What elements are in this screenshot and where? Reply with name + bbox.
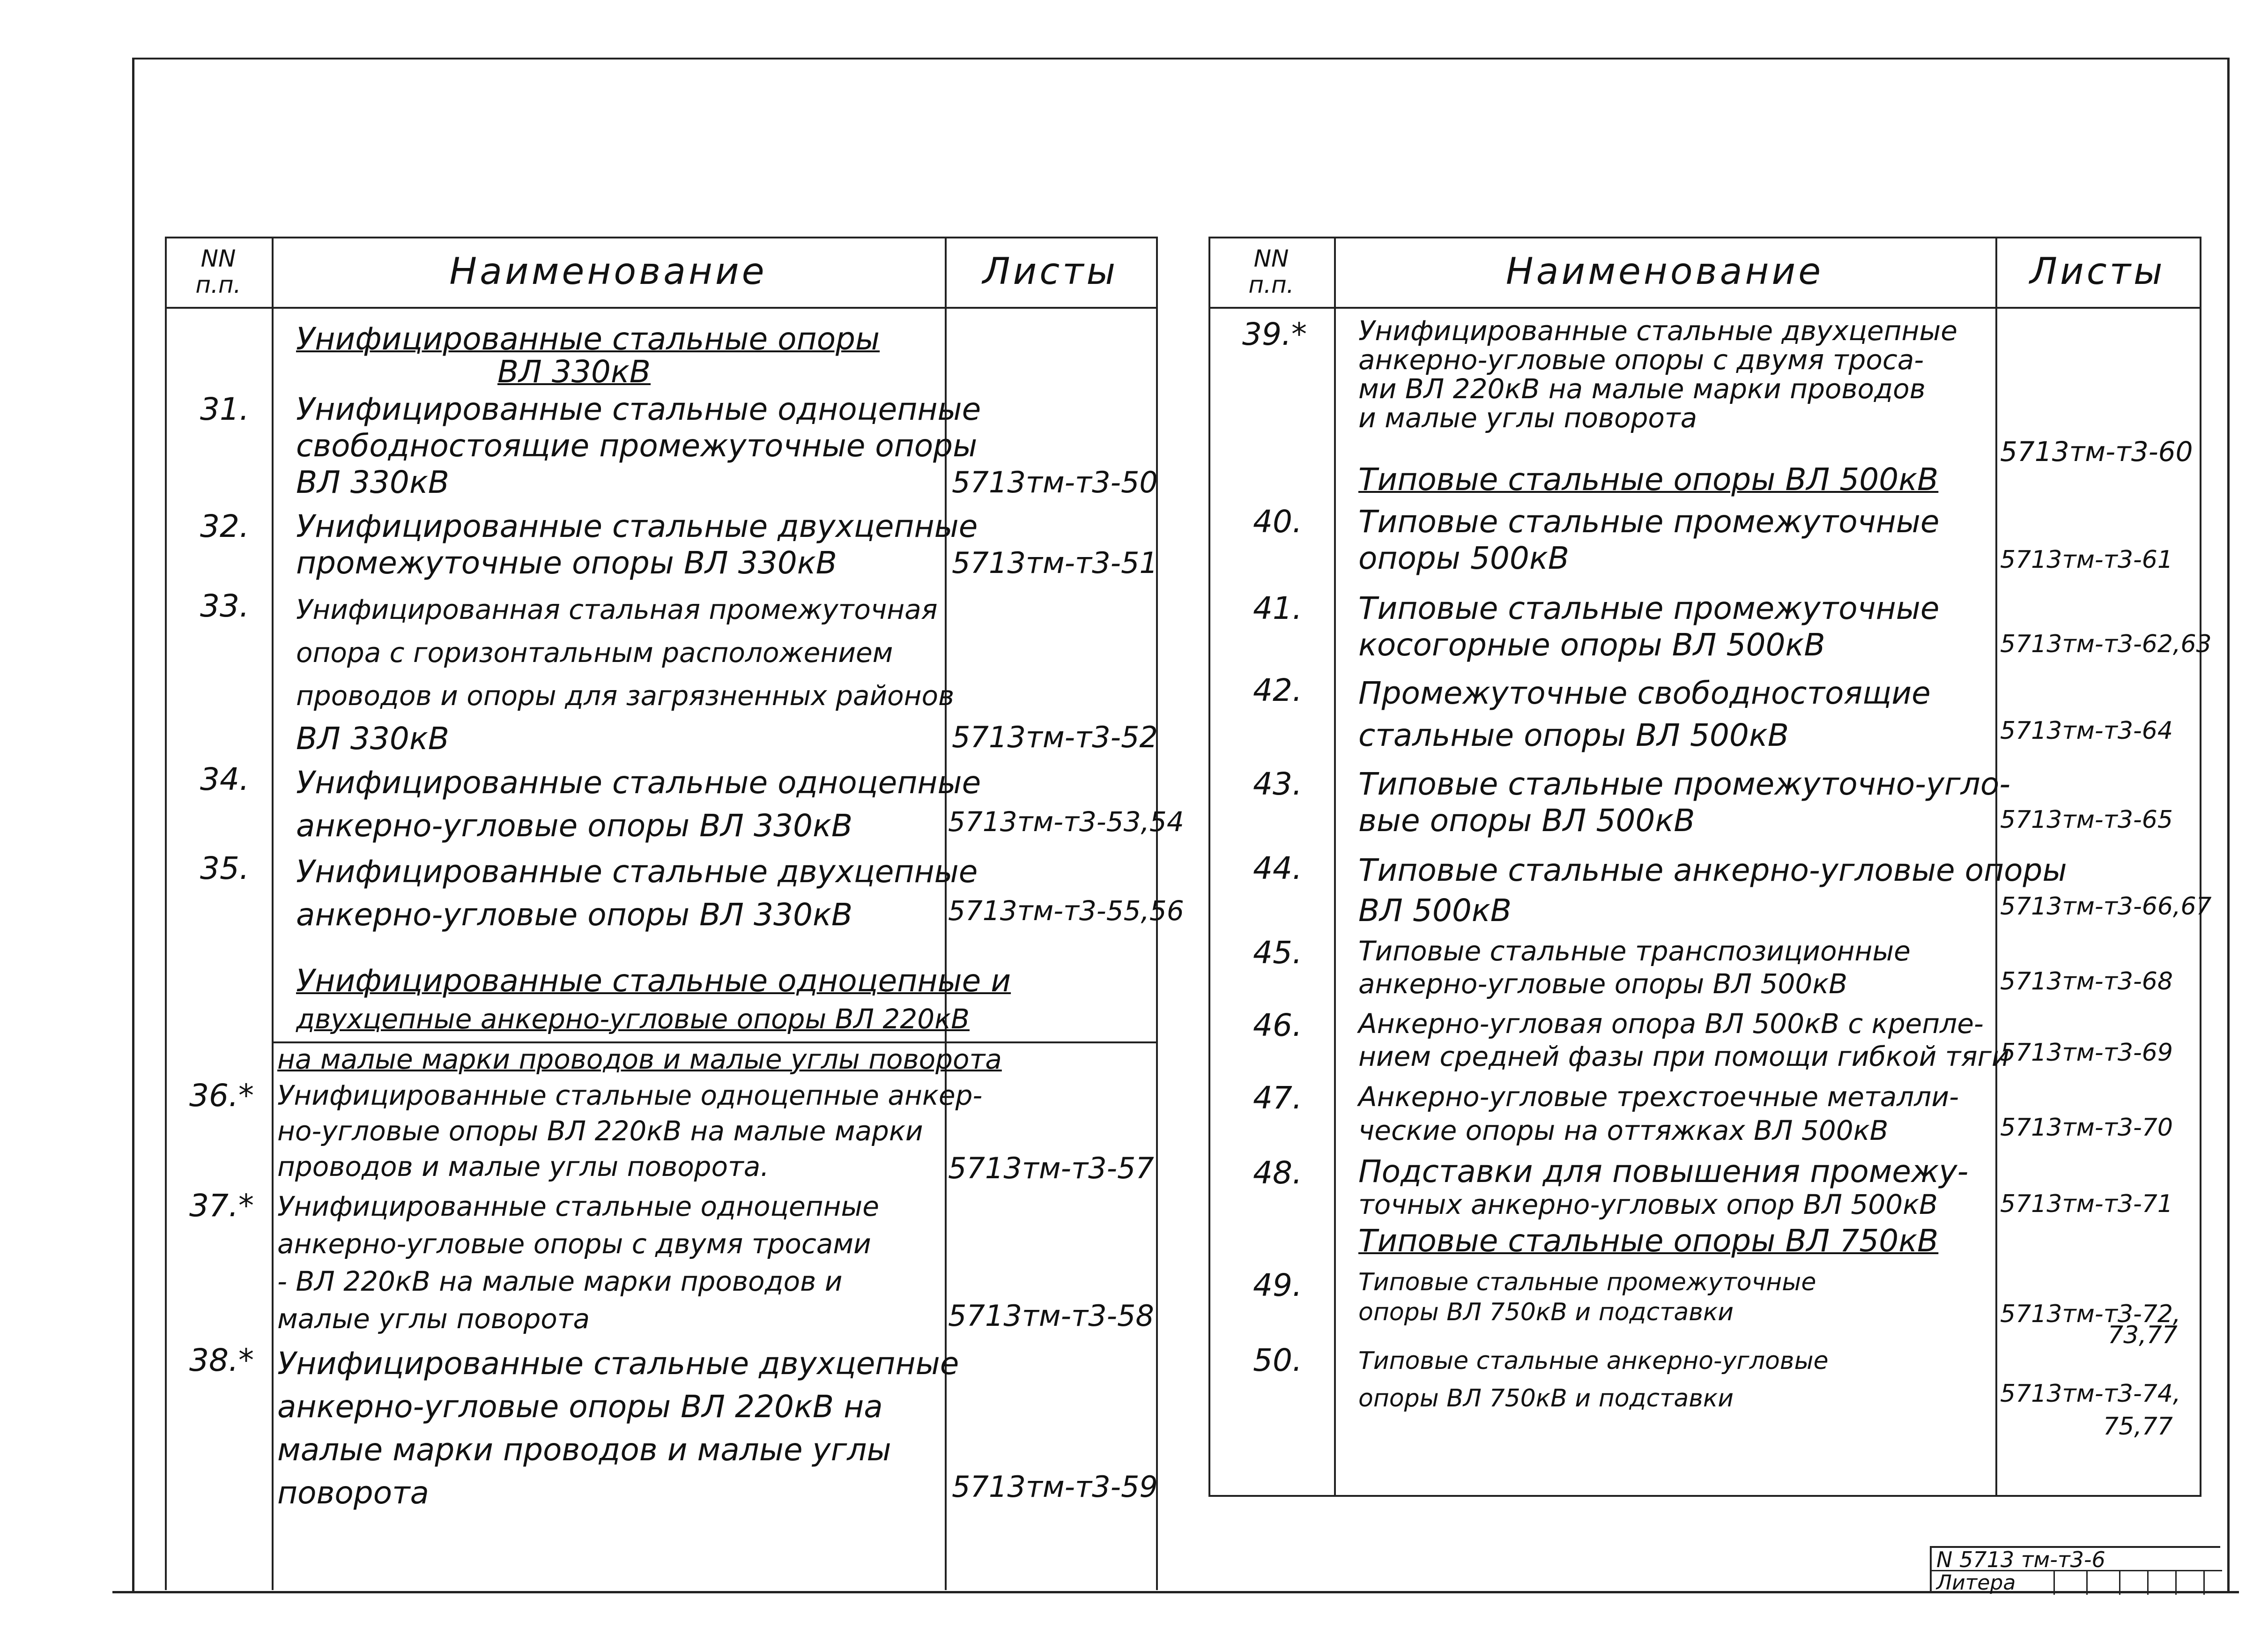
header-pp-label: п.п. xyxy=(1248,271,1294,298)
row-sheet: 5713тм-т3-51 xyxy=(952,546,1158,580)
row-number: 34. xyxy=(200,761,249,797)
row-sheet: 5713тм-т3-68 xyxy=(2000,967,2173,996)
section-title: Унифицированные стальные опоры xyxy=(296,321,880,357)
right-table xyxy=(1208,237,2212,1497)
left-table xyxy=(165,237,1184,1590)
row-line: Типовые стальные промежуточные xyxy=(1358,590,1940,626)
row-line: анкерно-угловые опоры ВЛ 500кВ xyxy=(1358,968,1848,1000)
stamp-litera: Литера xyxy=(1936,1571,2016,1595)
section-title: Типовые стальные опоры ВЛ 500кВ xyxy=(1358,461,1939,498)
row-line: поворота xyxy=(277,1475,429,1511)
row-name xyxy=(1358,1342,1829,1417)
row-number: 42. xyxy=(1253,672,1302,708)
header-nn xyxy=(165,237,272,307)
row-number: 36.* xyxy=(189,1078,254,1114)
col-border xyxy=(272,237,274,1590)
col-border xyxy=(165,237,167,1590)
row-sheet: 5713тм-т3-50 xyxy=(952,465,1158,499)
section-title: на малые марки проводов и малые углы поворота xyxy=(277,1043,1002,1075)
row-name xyxy=(1358,672,1931,757)
row-sheet: 5713тм-т3-58 xyxy=(948,1299,1154,1333)
row-name xyxy=(1358,504,1939,577)
row-name xyxy=(277,1342,959,1515)
row-number: 31. xyxy=(200,391,249,427)
row-line: Унифицированные стальные одноцепные анкер- xyxy=(277,1079,983,1111)
row-sheet: 5713тм-т3-70 xyxy=(2000,1114,2173,1142)
row-number: 37.* xyxy=(189,1188,254,1224)
frame-bottom-line xyxy=(112,1591,2239,1593)
row-name xyxy=(1358,766,2010,839)
row-number: 35. xyxy=(200,850,249,886)
row-sheet: 5713тм-т3-53,54 xyxy=(948,806,1184,838)
row-line: анкерно-угловые опоры ВЛ 330кВ xyxy=(296,808,853,844)
header-bottom-border xyxy=(1208,307,2201,309)
row-line: ческие опоры на оттяжках ВЛ 500кВ xyxy=(1358,1115,1889,1146)
row-line: анкерно-угловые опоры ВЛ 330кВ xyxy=(296,897,853,933)
row-line: опора с горизонтальным расположением xyxy=(296,637,893,669)
row-line: Типовые стальные анкерно-угловые xyxy=(1358,1347,1829,1375)
row-line: ми ВЛ 220кВ на малые марки проводов xyxy=(1358,373,1926,405)
stamp-doc-number: N 5713 тм-т3-6 xyxy=(1932,1548,2222,1571)
row-name xyxy=(1358,1080,1959,1147)
col-border xyxy=(2200,237,2201,1497)
row-line: Унифицированные стальные одноцепные xyxy=(296,391,981,427)
header-sheets: Листы xyxy=(2030,251,2165,293)
row-line: опоры 500кВ xyxy=(1358,540,1570,576)
row-line: опоры ВЛ 750кВ и подставки xyxy=(1358,1298,1734,1326)
row-line: Унифицированные стальные двухцепные xyxy=(296,854,978,890)
row-number: 33. xyxy=(200,588,249,624)
header-sheets: Листы xyxy=(982,251,1119,293)
row-line: Подставки для повышения промежу- xyxy=(1358,1153,1969,1190)
row-name xyxy=(1358,1155,1968,1220)
row-line: Типовые стальные транспозиционные xyxy=(1358,935,1911,967)
section-title: двухцепные анкерно-угловые опоры ВЛ 220кВ xyxy=(296,1003,970,1035)
row-name xyxy=(296,761,981,848)
row-line: нием средней фазы при помощи гибкой тяги xyxy=(1358,1041,2009,1072)
row-number: 38.* xyxy=(189,1342,254,1378)
row-line: Унифицированные стальные двухцепные xyxy=(277,1346,959,1382)
row-line: Типовые стальные промежуточные xyxy=(1358,504,1940,540)
row-name xyxy=(1358,850,2067,931)
row-line: Унифицированные стальные двухцепные xyxy=(1358,315,1957,347)
row-number: 45. xyxy=(1253,935,1302,971)
header-nn xyxy=(1208,237,1334,307)
row-line: Унифицированная стальная промежуточная xyxy=(296,594,938,625)
row-number: 32. xyxy=(200,508,249,544)
header-bottom-border xyxy=(165,307,1158,309)
row-line: и малые углы поворота xyxy=(1358,402,1697,434)
row-line: малые марки проводов и малые углы xyxy=(277,1432,891,1468)
stamp-cell-divider xyxy=(2203,1571,2205,1595)
row-line: Типовые стальные промежуточно-угло- xyxy=(1358,766,2011,802)
row-line: ВЛ 330кВ xyxy=(296,464,450,500)
section-title: ВЛ 330кВ xyxy=(497,354,651,390)
header-name: Наименование xyxy=(449,251,767,293)
row-line: анкерно-угловые опоры ВЛ 220кВ на xyxy=(277,1389,883,1425)
row-line: - ВЛ 220кВ на малые марки проводов и xyxy=(277,1265,843,1297)
col-border xyxy=(1208,237,1210,1497)
row-sheet: 5713тм-т3-71 xyxy=(2000,1190,2173,1218)
row-line: Анкерно-угловая опора ВЛ 500кВ с крепле- xyxy=(1358,1008,1984,1040)
row-line: косогорные опоры ВЛ 500кВ xyxy=(1358,627,1825,663)
row-line: промежуточные опоры ВЛ 330кВ xyxy=(296,545,837,581)
row-number: 50. xyxy=(1253,1342,1302,1378)
row-line: проводов и малые углы поворота. xyxy=(277,1151,769,1182)
row-number: 44. xyxy=(1253,850,1302,886)
row-line: Типовые стальные анкерно-угловые опоры xyxy=(1358,852,2067,888)
row-name xyxy=(277,1078,982,1184)
stamp-cell-divider xyxy=(2053,1571,2055,1595)
row-number: 39.* xyxy=(1242,316,1307,352)
col-border xyxy=(1334,237,1336,1497)
title-stamp xyxy=(1930,1546,2220,1593)
row-number: 43. xyxy=(1253,766,1302,802)
row-name xyxy=(296,850,978,937)
row-line: проводов и опоры для загрязненных районов xyxy=(296,680,955,712)
row-number: 48. xyxy=(1253,1155,1302,1191)
row-name xyxy=(296,508,978,581)
row-sheet: 5713тм-т3-64 xyxy=(2000,717,2173,745)
row-sheet-cont: 73,77 xyxy=(2108,1321,2178,1349)
row-name xyxy=(1358,1267,1816,1327)
row-name xyxy=(296,391,981,501)
header-pp-label: п.п. xyxy=(195,271,241,298)
row-line: Унифицированные стальные одноцепные xyxy=(277,1190,879,1222)
row-name xyxy=(1358,590,1939,663)
row-sheet: 5713тм-т3-69 xyxy=(2000,1039,2173,1067)
row-line: но-угловые опоры ВЛ 220кВ на малые марки xyxy=(277,1115,923,1147)
row-name xyxy=(1358,1007,2009,1073)
section-title: Типовые стальные опоры ВЛ 750кВ xyxy=(1358,1223,1939,1259)
section-title: Унифицированные стальные одноцепные и xyxy=(296,963,1011,999)
row-number: 40. xyxy=(1253,504,1302,540)
row-sheet: 5713тм-т3-52 xyxy=(952,720,1158,754)
stamp-cell-divider xyxy=(2086,1571,2088,1595)
row-number: 47. xyxy=(1253,1080,1302,1116)
row-line: стальные опоры ВЛ 500кВ xyxy=(1358,717,1789,753)
row-sheet: 5713тм-т3-65 xyxy=(2000,806,2173,834)
row-line: анкерно-угловые опоры с двумя троса- xyxy=(1358,344,1924,376)
row-sheet: 5713тм-т3-66,67 xyxy=(2000,892,2212,921)
row-sheet: 5713тм-т3-62,63 xyxy=(2000,630,2212,658)
row-line: опоры ВЛ 750кВ и подставки xyxy=(1358,1384,1734,1413)
row-line: малые углы поворота xyxy=(277,1303,590,1335)
header-nn-label: NN xyxy=(200,245,236,272)
row-sheet: 5713тм-т3-60 xyxy=(2000,436,2193,468)
row-name xyxy=(277,1188,879,1338)
row-line: ВЛ 500кВ xyxy=(1358,892,1512,929)
row-sheet: 5713тм-т3-57 xyxy=(948,1151,1154,1185)
row-line: ВЛ 330кВ xyxy=(296,721,450,757)
stamp-cell-divider xyxy=(2147,1571,2149,1595)
row-line: Унифицированные стальные двухцепные xyxy=(296,508,978,544)
header-name: Наименование xyxy=(1505,251,1824,293)
row-name xyxy=(296,588,954,760)
row-line: анкерно-угловые опоры с двумя тросами xyxy=(277,1228,871,1260)
row-line: Промежуточные свободностоящие xyxy=(1358,675,1931,711)
row-number: 49. xyxy=(1253,1267,1302,1303)
row-line: вые опоры ВЛ 500кВ xyxy=(1358,803,1695,839)
header-nn-label: NN xyxy=(1253,245,1289,272)
row-sheet: 5713тм-т3-72, xyxy=(2000,1300,2181,1328)
stamp-cell-divider xyxy=(2119,1571,2120,1595)
row-name xyxy=(1358,316,1957,432)
row-sheet: 5713тм-т3-61 xyxy=(2000,546,2173,574)
row-sheet-cont: 75,77 xyxy=(2103,1413,2173,1441)
row-line: Типовые стальные промежуточные xyxy=(1358,1268,1816,1296)
row-sheet: 5713тм-т3-55,56 xyxy=(948,895,1184,927)
row-sheet: 5713тм-т3-59 xyxy=(952,1470,1158,1504)
stamp-cell-divider xyxy=(2175,1571,2177,1595)
row-number: 46. xyxy=(1253,1007,1302,1043)
row-name xyxy=(1358,935,1911,1000)
row-line: Анкерно-угловые трехстоечные металли- xyxy=(1358,1081,1959,1113)
row-number: 41. xyxy=(1253,590,1302,626)
table-bottom-border xyxy=(1208,1495,2201,1497)
row-line: Унифицированные стальные одноцепные xyxy=(296,765,981,801)
row-line: свободностоящие промежуточные опоры xyxy=(296,428,978,464)
row-sheet: 5713тм-т3-74, xyxy=(2000,1380,2181,1408)
row-line: точных анкерно-угловых опор ВЛ 500кВ xyxy=(1358,1189,1938,1220)
